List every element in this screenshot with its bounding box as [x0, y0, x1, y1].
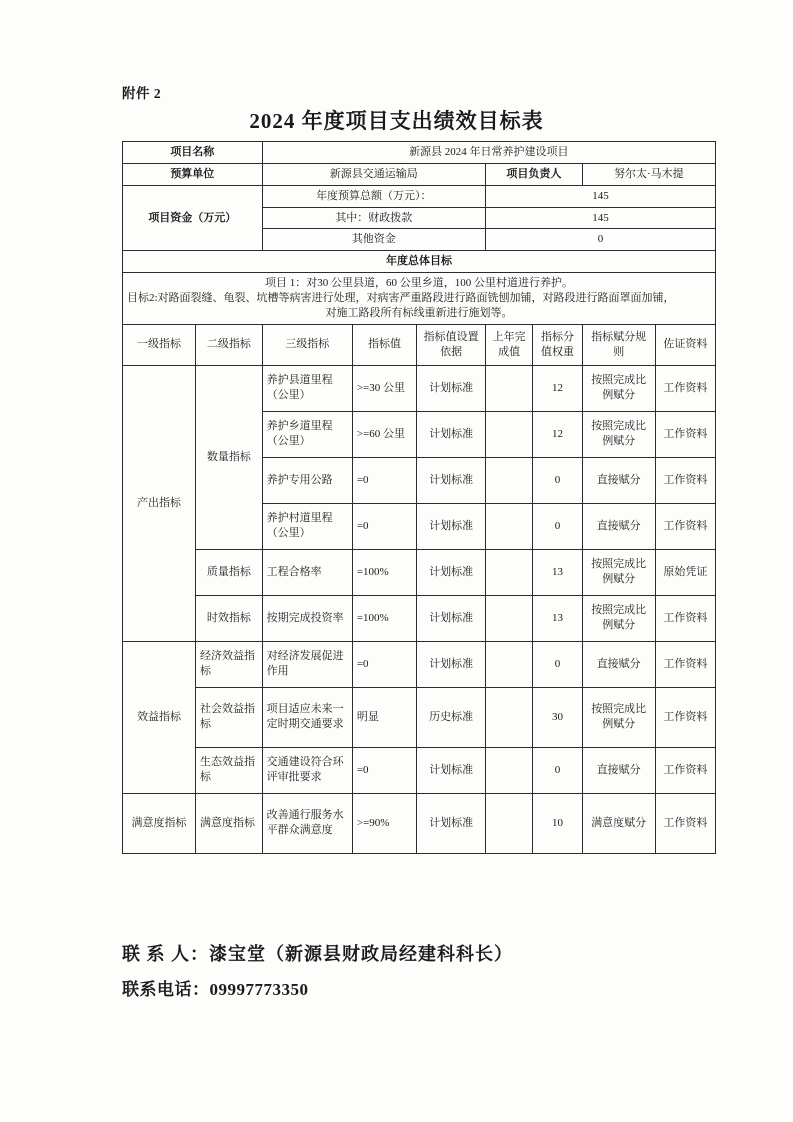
last-year-value	[486, 503, 533, 549]
indicator-weight: 12	[533, 365, 582, 411]
budget-unit-label: 预算单位	[123, 163, 263, 185]
fiscal-value: 145	[486, 207, 716, 229]
evidence-material: 工作资料	[655, 747, 715, 793]
indicator-basis: 计划标准	[417, 641, 486, 687]
indicator-rule: 按照完成比例赋分	[582, 687, 655, 747]
indicator-basis: 计划标准	[417, 595, 486, 641]
level1-benefit: 效益指标	[123, 641, 196, 793]
evidence-material: 工作资料	[655, 793, 715, 853]
contact-phone: 联系电话：09997773350	[122, 980, 309, 999]
level3-label: 对经济发展促进作用	[262, 641, 352, 687]
indicator-rule: 直接赋分	[582, 503, 655, 549]
indicator-basis: 计划标准	[417, 365, 486, 411]
column-header-last-year: 上年完成值	[486, 324, 533, 365]
table-row	[123, 747, 716, 793]
level3-label: 按期完成投资率	[262, 595, 352, 641]
last-year-value	[486, 411, 533, 457]
indicator-rule: 直接赋分	[582, 641, 655, 687]
other-funds-label: 其他资金	[262, 229, 485, 251]
level1-output: 产出指标	[123, 365, 196, 641]
indicator-value: =100%	[352, 595, 416, 641]
level2-timeliness: 时效指标	[196, 595, 263, 641]
indicator-value: >=30 公里	[352, 365, 416, 411]
level2-quantity: 数量指标	[196, 365, 263, 549]
project-name-label: 项目名称	[123, 142, 263, 164]
table-row	[123, 687, 716, 747]
level3-label: 交通建设符合环评审批要求	[262, 747, 352, 793]
evidence-material: 工作资料	[655, 595, 715, 641]
last-year-value	[486, 747, 533, 793]
project-name-value: 新源县 2024 年日常养护建设项目	[262, 142, 715, 164]
column-header-basis: 指标值设置依据	[417, 324, 486, 365]
level2-ecological: 生态效益指标	[196, 747, 263, 793]
table-row-annual-total	[123, 185, 716, 207]
column-header-level1: 一级指标	[123, 324, 196, 365]
indicator-weight: 13	[533, 595, 582, 641]
indicator-value: =0	[352, 641, 416, 687]
evidence-material: 工作资料	[655, 687, 715, 747]
indicator-rule: 满意度赋分	[582, 793, 655, 853]
annual-total-value: 145	[486, 185, 716, 207]
level3-label: 改善通行服务水平群众满意度	[262, 793, 352, 853]
indicator-rule: 直接赋分	[582, 747, 655, 793]
indicator-value: =100%	[352, 549, 416, 595]
indicator-value: =0	[352, 503, 416, 549]
overall-goal-header: 年度总体目标	[123, 251, 716, 273]
level2-quality: 质量指标	[196, 549, 263, 595]
indicator-rule: 按照完成比例赋分	[582, 595, 655, 641]
indicator-weight: 0	[533, 457, 582, 503]
fiscal-label: 其中：财政拨款	[262, 207, 485, 229]
overall-goal-line3: 对施工路段所有标线重新进行施划等。	[325, 306, 513, 319]
indicator-basis: 计划标准	[417, 503, 486, 549]
indicator-weight: 10	[533, 793, 582, 853]
indicator-basis: 计划标准	[417, 457, 486, 503]
table-row-project-name	[123, 142, 716, 164]
table-header-row	[123, 324, 716, 365]
last-year-value	[486, 595, 533, 641]
indicator-weight: 0	[533, 747, 582, 793]
level3-label: 工程合格率	[262, 549, 352, 595]
table-row	[123, 549, 716, 595]
owner-value: 努尔太·马木提	[582, 163, 715, 185]
level3-label: 项目适应未来一定时期交通要求	[262, 687, 352, 747]
last-year-value	[486, 687, 533, 747]
table-row	[123, 595, 716, 641]
indicator-basis: 计划标准	[417, 793, 486, 853]
indicator-rule: 按照完成比例赋分	[582, 365, 655, 411]
indicator-value: =0	[352, 747, 416, 793]
table-row	[123, 641, 716, 687]
evidence-material: 工作资料	[655, 365, 715, 411]
level2-economic: 经济效益指标	[196, 641, 263, 687]
indicator-value: 明显	[352, 687, 416, 747]
column-header-value: 指标值	[352, 324, 416, 365]
level2-social: 社会效益指标	[196, 687, 263, 747]
indicator-value: =0	[352, 457, 416, 503]
table-row-overall-goal-body	[123, 273, 716, 325]
indicator-rule: 直接赋分	[582, 457, 655, 503]
level3-label: 养护县道里程（公里）	[262, 365, 352, 411]
budget-unit-value: 新源县交通运输局	[262, 163, 485, 185]
overall-goal-line1: 项目 1：对30 公里县道，60 公里乡道，100 公里村道进行养护。	[265, 277, 573, 290]
level3-label: 养护专用公路	[262, 457, 352, 503]
indicator-rule: 按照完成比例赋分	[582, 549, 655, 595]
level2-satisfaction: 满意度指标	[196, 793, 263, 853]
indicator-basis: 计划标准	[417, 411, 486, 457]
indicator-weight: 30	[533, 687, 582, 747]
performance-goal-table	[122, 141, 716, 854]
annual-total-label: 年度预算总额（万元）：	[262, 185, 485, 207]
last-year-value	[486, 641, 533, 687]
indicator-basis: 计划标准	[417, 747, 486, 793]
last-year-value	[486, 549, 533, 595]
evidence-material: 工作资料	[655, 503, 715, 549]
column-header-evidence: 佐证资料	[655, 324, 715, 365]
other-funds-value: 0	[486, 229, 716, 251]
evidence-material: 工作资料	[655, 411, 715, 457]
last-year-value	[486, 457, 533, 503]
owner-label: 项目负责人	[486, 163, 583, 185]
level3-label: 养护乡道里程（公里）	[262, 411, 352, 457]
indicator-weight: 0	[533, 503, 582, 549]
level3-label: 养护村道里程（公里）	[262, 503, 352, 549]
indicator-rule: 按照完成比例赋分	[582, 411, 655, 457]
evidence-material: 工作资料	[655, 641, 715, 687]
indicator-weight: 12	[533, 411, 582, 457]
indicator-weight: 0	[533, 641, 582, 687]
column-header-level2: 二级指标	[196, 324, 263, 365]
contact-person: 联 系 人：漆宝堂（新源县财政局经建科科长）	[122, 944, 513, 964]
table-row-overall-goal-header	[123, 251, 716, 273]
column-header-rule: 指标赋分规则	[582, 324, 655, 365]
indicator-value: >=90%	[352, 793, 416, 853]
funds-label: 项目资金（万元）	[123, 185, 263, 251]
indicator-basis: 历史标准	[417, 687, 486, 747]
last-year-value	[486, 793, 533, 853]
column-header-weight: 指标分值权重	[533, 324, 582, 365]
level1-satisfaction: 满意度指标	[123, 793, 196, 853]
page-title: 2024 年度项目支出绩效目标表	[249, 109, 544, 133]
evidence-material: 原始凭证	[655, 549, 715, 595]
table-row	[123, 793, 716, 853]
table-row-budget-unit	[123, 163, 716, 185]
indicator-basis: 计划标准	[417, 549, 486, 595]
evidence-material: 工作资料	[655, 457, 715, 503]
overall-goal-body	[123, 273, 716, 325]
attachment-label: 附件 2	[122, 86, 162, 101]
column-header-level3: 三级指标	[262, 324, 352, 365]
indicator-weight: 13	[533, 549, 582, 595]
overall-goal-line2: 目标2:对路面裂缝、龟裂、坑槽等病害进行处理，对病害严重路段进行路面铣刨加铺，对路段进行路面罩面加铺，	[127, 291, 675, 304]
table-row	[123, 365, 716, 411]
last-year-value	[486, 365, 533, 411]
indicator-value: >=60 公里	[352, 411, 416, 457]
